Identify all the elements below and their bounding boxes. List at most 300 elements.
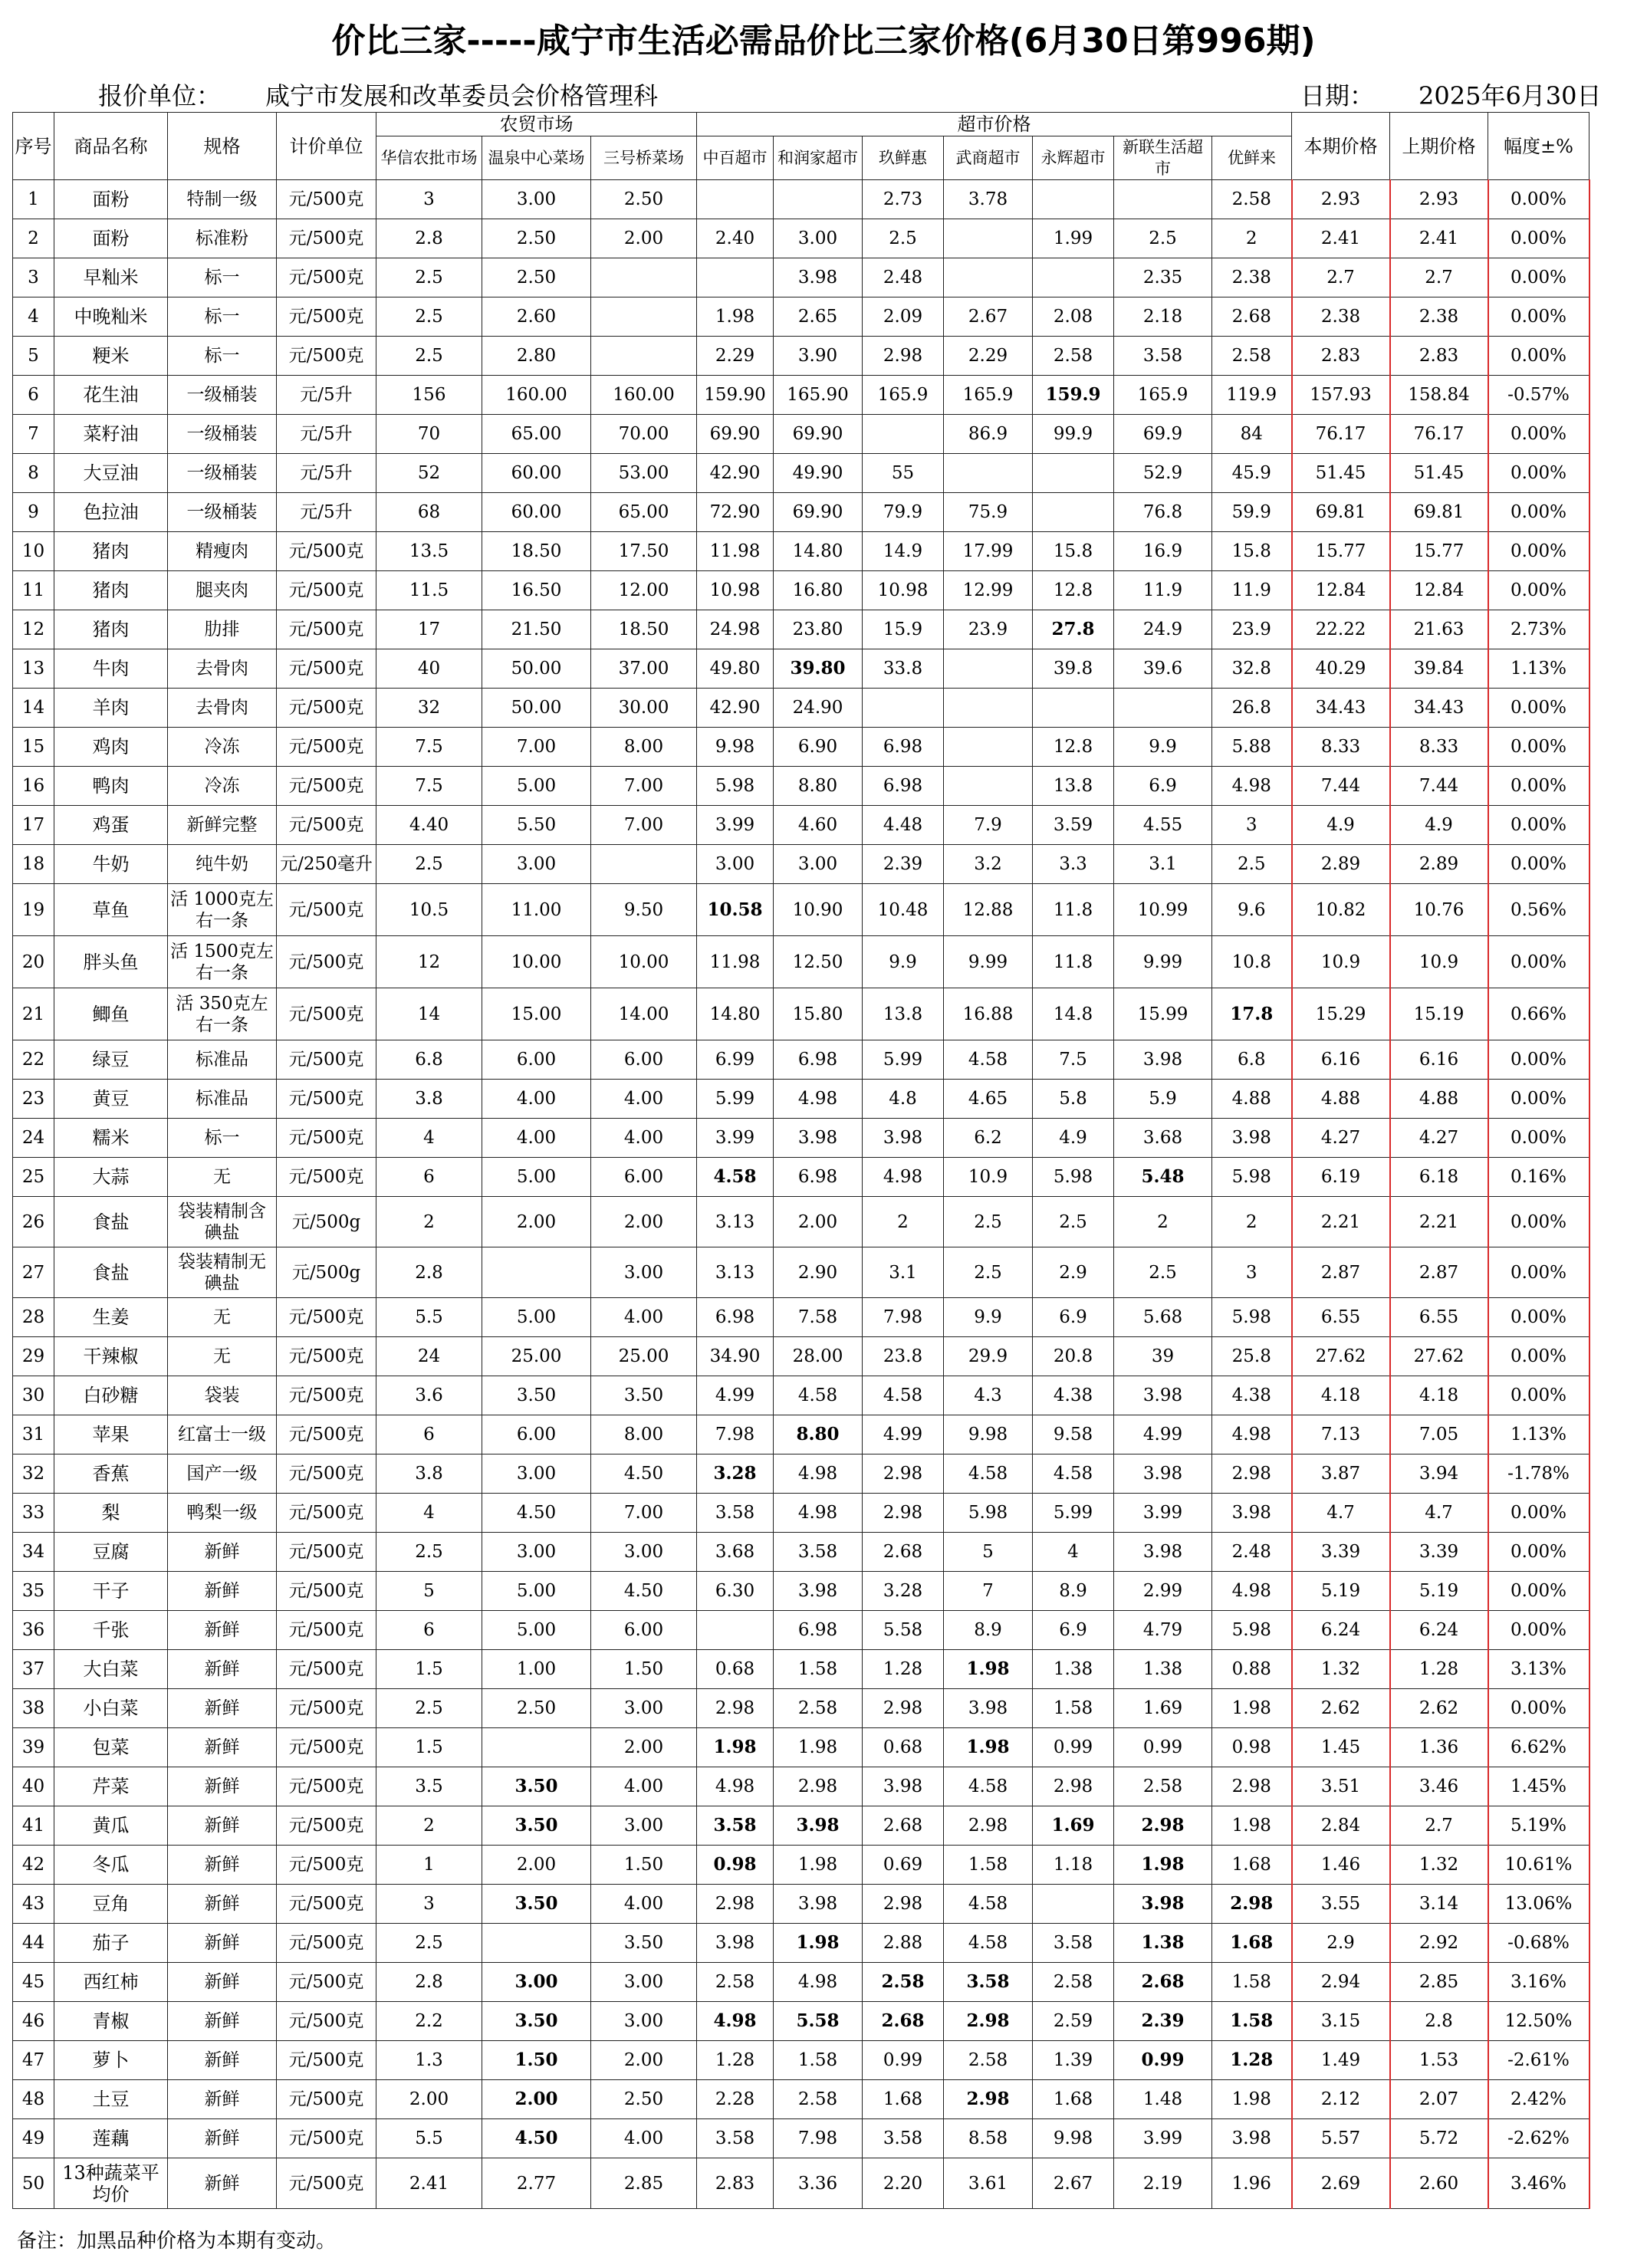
cell-price: 65.00	[482, 415, 591, 454]
cell-unit: 元/250毫升	[277, 845, 376, 884]
cell-spec: 一级桶装	[168, 415, 277, 454]
cell-price: 9.6	[1212, 884, 1292, 936]
cell-seq: 30	[13, 1376, 54, 1415]
cell-price: 25.00	[482, 1337, 591, 1376]
cell-price: 2.80	[482, 337, 591, 376]
cell-seq: 29	[13, 1337, 54, 1376]
cell-price: 3.3	[1033, 845, 1114, 884]
cell-current: 2.93	[1292, 180, 1390, 219]
cell-previous: 10.9	[1390, 936, 1488, 988]
cell-previous: 2.92	[1390, 1924, 1488, 1963]
cell-previous: 12.84	[1390, 571, 1488, 610]
cell-current: 2.12	[1292, 2080, 1390, 2119]
cell-previous: 6.16	[1390, 1040, 1488, 1080]
cell-unit: 元/500克	[277, 2002, 376, 2041]
cell-change: 5.19%	[1488, 1806, 1589, 1846]
cell-price: 4.58	[944, 1040, 1033, 1080]
cell-seq: 33	[13, 1494, 54, 1533]
cell-price: 1.98	[944, 1650, 1033, 1689]
cell-previous: 5.19	[1390, 1572, 1488, 1611]
cell-price: 159.9	[1033, 376, 1114, 415]
cell-price: 6.2	[944, 1119, 1033, 1158]
cell-seq: 31	[13, 1415, 54, 1454]
cell-price: 3.98	[863, 1119, 944, 1158]
cell-price: 8.9	[944, 1611, 1033, 1650]
cell-price: 2.98	[944, 2080, 1033, 2119]
cell-price: 10.8	[1212, 936, 1292, 988]
cell-price: 6	[376, 1611, 482, 1650]
cell-price: 6.00	[591, 1158, 697, 1197]
cell-price: 2.00	[774, 1197, 863, 1247]
cell-change: 0.00%	[1488, 571, 1589, 610]
cell-unit: 元/500克	[277, 1885, 376, 1924]
cell-price: 4.98	[1212, 1415, 1292, 1454]
cell-current: 3.15	[1292, 2002, 1390, 2041]
header-market-0: 华信农批市场	[376, 136, 482, 180]
cell-price: 16.9	[1114, 532, 1212, 571]
cell-price: 14.80	[774, 532, 863, 571]
cell-price: 60.00	[482, 454, 591, 493]
cell-price: 69.90	[774, 493, 863, 532]
cell-unit: 元/500克	[277, 337, 376, 376]
cell-unit: 元/500克	[277, 1611, 376, 1650]
cell-current: 2.9	[1292, 1924, 1390, 1963]
cell-price	[591, 845, 697, 884]
cell-price: 3.50	[482, 2002, 591, 2041]
cell-spec: 袋装精制无碘盐	[168, 1247, 277, 1298]
cell-price: 5	[376, 1572, 482, 1611]
cell-name: 羊肉	[54, 689, 168, 728]
cell-price: 4	[376, 1494, 482, 1533]
cell-price: 86.9	[944, 415, 1033, 454]
cell-spec: 新鲜	[168, 1846, 277, 1885]
cell-spec: 新鲜	[168, 1533, 277, 1572]
cell-price: 3.98	[1212, 1119, 1292, 1158]
cell-price: 3.00	[482, 180, 591, 219]
cell-price: 42.90	[697, 454, 774, 493]
cell-change: 0.00%	[1488, 532, 1589, 571]
cell-price: 10.99	[1114, 884, 1212, 936]
cell-price: 32	[376, 689, 482, 728]
cell-seq: 20	[13, 936, 54, 988]
cell-name: 牛奶	[54, 845, 168, 884]
cell-price: 165.90	[774, 376, 863, 415]
cell-price: 5.00	[482, 767, 591, 806]
cell-unit: 元/500克	[277, 1040, 376, 1080]
cell-price: 6.98	[697, 1298, 774, 1337]
cell-price: 2.48	[863, 258, 944, 297]
cell-price: 69.9	[1114, 415, 1212, 454]
cell-price: 3.00	[697, 845, 774, 884]
cell-price: 29.9	[944, 1337, 1033, 1376]
cell-spec: 鸭梨一级	[168, 1494, 277, 1533]
cell-price: 5.58	[774, 2002, 863, 2041]
cell-previous: 76.17	[1390, 415, 1488, 454]
header-spec: 规格	[168, 113, 277, 180]
cell-seq: 45	[13, 1963, 54, 2002]
cell-price: 4.98	[774, 1080, 863, 1119]
cell-price: 5.98	[1212, 1611, 1292, 1650]
cell-price: 3.98	[944, 1689, 1033, 1728]
cell-price: 3.98	[863, 1767, 944, 1806]
cell-previous: 39.84	[1390, 649, 1488, 689]
cell-unit: 元/500克	[277, 1963, 376, 2002]
cell-price: 3.5	[376, 1767, 482, 1806]
cell-price: 2.88	[863, 1924, 944, 1963]
cell-price: 2.65	[774, 297, 863, 337]
cell-unit: 元/500克	[277, 180, 376, 219]
cell-price: 1.00	[482, 1650, 591, 1689]
cell-price: 17.99	[944, 532, 1033, 571]
cell-change: 13.06%	[1488, 1885, 1589, 1924]
cell-seq: 36	[13, 1611, 54, 1650]
cell-previous: 2.62	[1390, 1689, 1488, 1728]
table-row	[13, 1080, 1589, 1119]
cell-price: 10.98	[697, 571, 774, 610]
cell-price: 2.20	[863, 2158, 944, 2209]
cell-current: 4.88	[1292, 1080, 1390, 1119]
cell-spec: 新鲜	[168, 2158, 277, 2209]
cell-current: 5.19	[1292, 1572, 1390, 1611]
cell-seq: 46	[13, 2002, 54, 2041]
cell-price: 23.9	[944, 610, 1033, 649]
cell-price: 2.68	[863, 1533, 944, 1572]
cell-price: 45.9	[1212, 454, 1292, 493]
cell-price: 1.68	[863, 2080, 944, 2119]
cell-price: 6.00	[482, 1415, 591, 1454]
cell-current: 8.33	[1292, 728, 1390, 767]
cell-seq: 35	[13, 1572, 54, 1611]
cell-price: 3.6	[376, 1376, 482, 1415]
cell-price: 4.99	[863, 1415, 944, 1454]
cell-price: 6.98	[774, 1040, 863, 1080]
cell-spec: 无	[168, 1337, 277, 1376]
cell-current: 2.83	[1292, 337, 1390, 376]
cell-price: 2.68	[863, 2002, 944, 2041]
table-row	[13, 1337, 1589, 1376]
table-row	[13, 1197, 1589, 1247]
cell-seq: 15	[13, 728, 54, 767]
table-row	[13, 1454, 1589, 1494]
cell-price: 4.38	[1212, 1376, 1292, 1415]
cell-price: 7	[944, 1572, 1033, 1611]
cell-name: 草鱼	[54, 884, 168, 936]
cell-current: 76.17	[1292, 415, 1390, 454]
cell-price: 4.58	[944, 1454, 1033, 1494]
cell-previous: 5.72	[1390, 2119, 1488, 2158]
cell-price: 3.8	[376, 1454, 482, 1494]
cell-name: 粳米	[54, 337, 168, 376]
cell-name: 千张	[54, 1611, 168, 1650]
cell-spec: 袋装	[168, 1376, 277, 1415]
cell-change: 0.00%	[1488, 1572, 1589, 1611]
cell-price: 13.8	[863, 988, 944, 1040]
cell-price: 70	[376, 415, 482, 454]
cell-change: 2.73%	[1488, 610, 1589, 649]
cell-price: 2.68	[1212, 297, 1292, 337]
cell-price: 4.60	[774, 806, 863, 845]
cell-change: 3.46%	[1488, 2158, 1589, 2209]
cell-price: 2.5	[863, 219, 944, 258]
cell-price: 3.00	[591, 1689, 697, 1728]
cell-price: 1.98	[774, 1924, 863, 1963]
cell-spec: 无	[168, 1158, 277, 1197]
cell-price: 3.98	[1114, 1885, 1212, 1924]
cell-price: 3.00	[774, 219, 863, 258]
cell-price: 4.99	[697, 1376, 774, 1415]
cell-name: 梨	[54, 1494, 168, 1533]
cell-change: 0.00%	[1488, 1298, 1589, 1337]
price-table	[12, 112, 1590, 2209]
cell-change: 0.00%	[1488, 806, 1589, 845]
cell-price: 10.90	[774, 884, 863, 936]
cell-price: 2.35	[1114, 258, 1212, 297]
cell-price: 5.9	[1114, 1080, 1212, 1119]
cell-seq: 49	[13, 2119, 54, 2158]
cell-seq: 40	[13, 1767, 54, 1806]
cell-price: 2	[376, 1197, 482, 1247]
cell-price: 1.68	[1212, 1924, 1292, 1963]
cell-price: 5.99	[697, 1080, 774, 1119]
cell-price: 24.98	[697, 610, 774, 649]
header-seq: 序号	[13, 113, 54, 180]
cell-price: 2.58	[697, 1963, 774, 2002]
cell-price	[1114, 180, 1212, 219]
cell-price: 4.88	[1212, 1080, 1292, 1119]
cell-price: 3.13	[697, 1197, 774, 1247]
cell-unit: 元/500克	[277, 1924, 376, 1963]
cell-price: 119.9	[1212, 376, 1292, 415]
cell-price: 3.98	[774, 1806, 863, 1846]
cell-previous: 69.81	[1390, 493, 1488, 532]
cell-change: 1.13%	[1488, 649, 1589, 689]
cell-price: 2.60	[482, 297, 591, 337]
cell-price: 6.98	[774, 1611, 863, 1650]
cell-price: 3.59	[1033, 806, 1114, 845]
cell-price: 65.00	[591, 493, 697, 532]
cell-spec: 新鲜	[168, 2119, 277, 2158]
cell-price: 2.39	[863, 845, 944, 884]
cell-current: 69.81	[1292, 493, 1390, 532]
cell-price: 4	[1033, 1533, 1114, 1572]
cell-seq: 16	[13, 767, 54, 806]
cell-price: 6.90	[774, 728, 863, 767]
cell-price: 23.8	[863, 1337, 944, 1376]
cell-price: 4.98	[1212, 767, 1292, 806]
cell-price: 15.99	[1114, 988, 1212, 1040]
cell-seq: 28	[13, 1298, 54, 1337]
cell-unit: 元/500克	[277, 2158, 376, 2209]
cell-name: 土豆	[54, 2080, 168, 2119]
cell-price: 0.98	[1212, 1728, 1292, 1767]
cell-price: 42.90	[697, 689, 774, 728]
cell-seq: 27	[13, 1247, 54, 1298]
cell-price: 4.50	[482, 1494, 591, 1533]
cell-unit: 元/5升	[277, 493, 376, 532]
cell-price: 3.00	[482, 1963, 591, 2002]
cell-price: 2.58	[1212, 337, 1292, 376]
cell-price: 49.90	[774, 454, 863, 493]
cell-price: 4.9	[1033, 1119, 1114, 1158]
cell-unit: 元/500克	[277, 1298, 376, 1337]
cell-change: 0.00%	[1488, 1247, 1589, 1298]
cell-price: 2.48	[1212, 1533, 1292, 1572]
cell-change: 0.00%	[1488, 493, 1589, 532]
cell-price: 39.6	[1114, 649, 1212, 689]
date-value: 2025年6月30日	[1419, 81, 1602, 110]
cell-price: 3.00	[482, 1533, 591, 1572]
cell-price: 159.90	[697, 376, 774, 415]
cell-previous: 2.8	[1390, 2002, 1488, 2041]
cell-spec: 活 350克左右一条	[168, 988, 277, 1040]
cell-price: 3.98	[1212, 2119, 1292, 2158]
cell-unit: 元/500克	[277, 1650, 376, 1689]
cell-price: 4.58	[944, 1885, 1033, 1924]
cell-seq: 4	[13, 297, 54, 337]
cell-price	[482, 1247, 591, 1298]
table-row	[13, 1415, 1589, 1454]
cell-price: 3.00	[591, 1533, 697, 1572]
cell-price: 3.98	[1114, 1454, 1212, 1494]
cell-name: 萝卜	[54, 2041, 168, 2080]
cell-price	[591, 337, 697, 376]
cell-unit: 元/500克	[277, 610, 376, 649]
cell-name: 牛肉	[54, 649, 168, 689]
cell-name: 香蕉	[54, 1454, 168, 1494]
cell-price: 76.8	[1114, 493, 1212, 532]
cell-price: 6.00	[591, 1611, 697, 1650]
cell-price: 165.9	[1114, 376, 1212, 415]
cell-price: 0.68	[697, 1650, 774, 1689]
cell-price: 2.98	[944, 2002, 1033, 2041]
cell-price: 1.96	[1212, 2158, 1292, 2209]
cell-price: 11.98	[697, 936, 774, 988]
cell-seq: 32	[13, 1454, 54, 1494]
cell-price: 26.8	[1212, 689, 1292, 728]
cell-price: 10.48	[863, 884, 944, 936]
cell-price: 3.13	[697, 1247, 774, 1298]
cell-price: 2.58	[1212, 180, 1292, 219]
cell-price: 7.5	[376, 767, 482, 806]
cell-price: 2.29	[697, 337, 774, 376]
cell-price: 7.98	[774, 2119, 863, 2158]
cell-change: 1.13%	[1488, 1415, 1589, 1454]
cell-previous: 2.93	[1390, 180, 1488, 219]
cell-price: 1.98	[1212, 1806, 1292, 1846]
cell-price: 3	[1212, 806, 1292, 845]
cell-price: 7.5	[376, 728, 482, 767]
cell-price: 40	[376, 649, 482, 689]
cell-previous: 1.28	[1390, 1650, 1488, 1689]
cell-price: 14.8	[1033, 988, 1114, 1040]
cell-price: 11.8	[1033, 936, 1114, 988]
cell-price: 1.58	[1212, 2002, 1292, 2041]
cell-seq: 8	[13, 454, 54, 493]
cell-change: 0.00%	[1488, 845, 1589, 884]
cell-spec: 新鲜	[168, 1963, 277, 2002]
cell-price: 2.98	[863, 1494, 944, 1533]
table-row	[13, 1572, 1589, 1611]
cell-price: 4.98	[774, 1494, 863, 1533]
cell-price: 6.8	[376, 1040, 482, 1080]
cell-price: 2.58	[1114, 1767, 1212, 1806]
cell-seq: 12	[13, 610, 54, 649]
cell-price: 2.41	[376, 2158, 482, 2209]
cell-price: 99.9	[1033, 415, 1114, 454]
cell-change: 6.62%	[1488, 1728, 1589, 1767]
cell-price: 8.00	[591, 1415, 697, 1454]
cell-price: 3.58	[697, 1494, 774, 1533]
cell-price: 2.99	[1114, 1572, 1212, 1611]
cell-name: 鸭肉	[54, 767, 168, 806]
table-row	[13, 1924, 1589, 1963]
cell-change: 0.00%	[1488, 337, 1589, 376]
cell-seq: 17	[13, 806, 54, 845]
cell-seq: 5	[13, 337, 54, 376]
cell-price: 10.98	[863, 571, 944, 610]
cell-current: 22.22	[1292, 610, 1390, 649]
cell-current: 40.29	[1292, 649, 1390, 689]
cell-current: 27.62	[1292, 1337, 1390, 1376]
cell-price	[697, 1611, 774, 1650]
cell-unit: 元/500克	[277, 532, 376, 571]
cell-previous: 3.39	[1390, 1533, 1488, 1572]
cell-price: 1.98	[697, 1728, 774, 1767]
cell-price: 4.98	[863, 1158, 944, 1197]
table-row	[13, 689, 1589, 728]
cell-unit: 元/500克	[277, 219, 376, 258]
cell-price: 2.00	[482, 2080, 591, 2119]
cell-price: 1.98	[697, 297, 774, 337]
cell-price: 2.98	[774, 1767, 863, 1806]
report-info-row	[12, 74, 1635, 113]
cell-change: 1.45%	[1488, 1767, 1589, 1806]
cell-price: 3	[376, 1885, 482, 1924]
cell-price: 15.8	[1033, 532, 1114, 571]
cell-price: 2.50	[591, 2080, 697, 2119]
cell-price: 5.50	[482, 806, 591, 845]
cell-price: 2.8	[376, 219, 482, 258]
cell-price: 1.98	[774, 1728, 863, 1767]
table-row	[13, 1247, 1589, 1298]
cell-current: 2.69	[1292, 2158, 1390, 2209]
cell-price	[774, 180, 863, 219]
cell-price: 28.00	[774, 1337, 863, 1376]
cell-price: 4.58	[697, 1158, 774, 1197]
cell-price: 5.48	[1114, 1158, 1212, 1197]
cell-price: 2.00	[376, 2080, 482, 2119]
cell-price: 5.00	[482, 1158, 591, 1197]
table-row	[13, 1533, 1589, 1572]
cell-spec: 国产一级	[168, 1454, 277, 1494]
cell-spec: 新鲜	[168, 1611, 277, 1650]
cell-price: 2.5	[1212, 845, 1292, 884]
cell-current: 15.77	[1292, 532, 1390, 571]
cell-seq: 34	[13, 1533, 54, 1572]
cell-price: 6.00	[482, 1040, 591, 1080]
cell-price: 6.98	[863, 728, 944, 767]
cell-price: 52.9	[1114, 454, 1212, 493]
cell-price: 3.50	[482, 1806, 591, 1846]
cell-previous: 1.53	[1390, 2041, 1488, 2080]
cell-price: 2.00	[482, 1846, 591, 1885]
cell-previous: 2.41	[1390, 219, 1488, 258]
cell-price: 4.50	[591, 1454, 697, 1494]
cell-current: 2.38	[1292, 297, 1390, 337]
cell-previous: 7.44	[1390, 767, 1488, 806]
cell-price: 25.00	[591, 1337, 697, 1376]
cell-price: 2.50	[591, 180, 697, 219]
